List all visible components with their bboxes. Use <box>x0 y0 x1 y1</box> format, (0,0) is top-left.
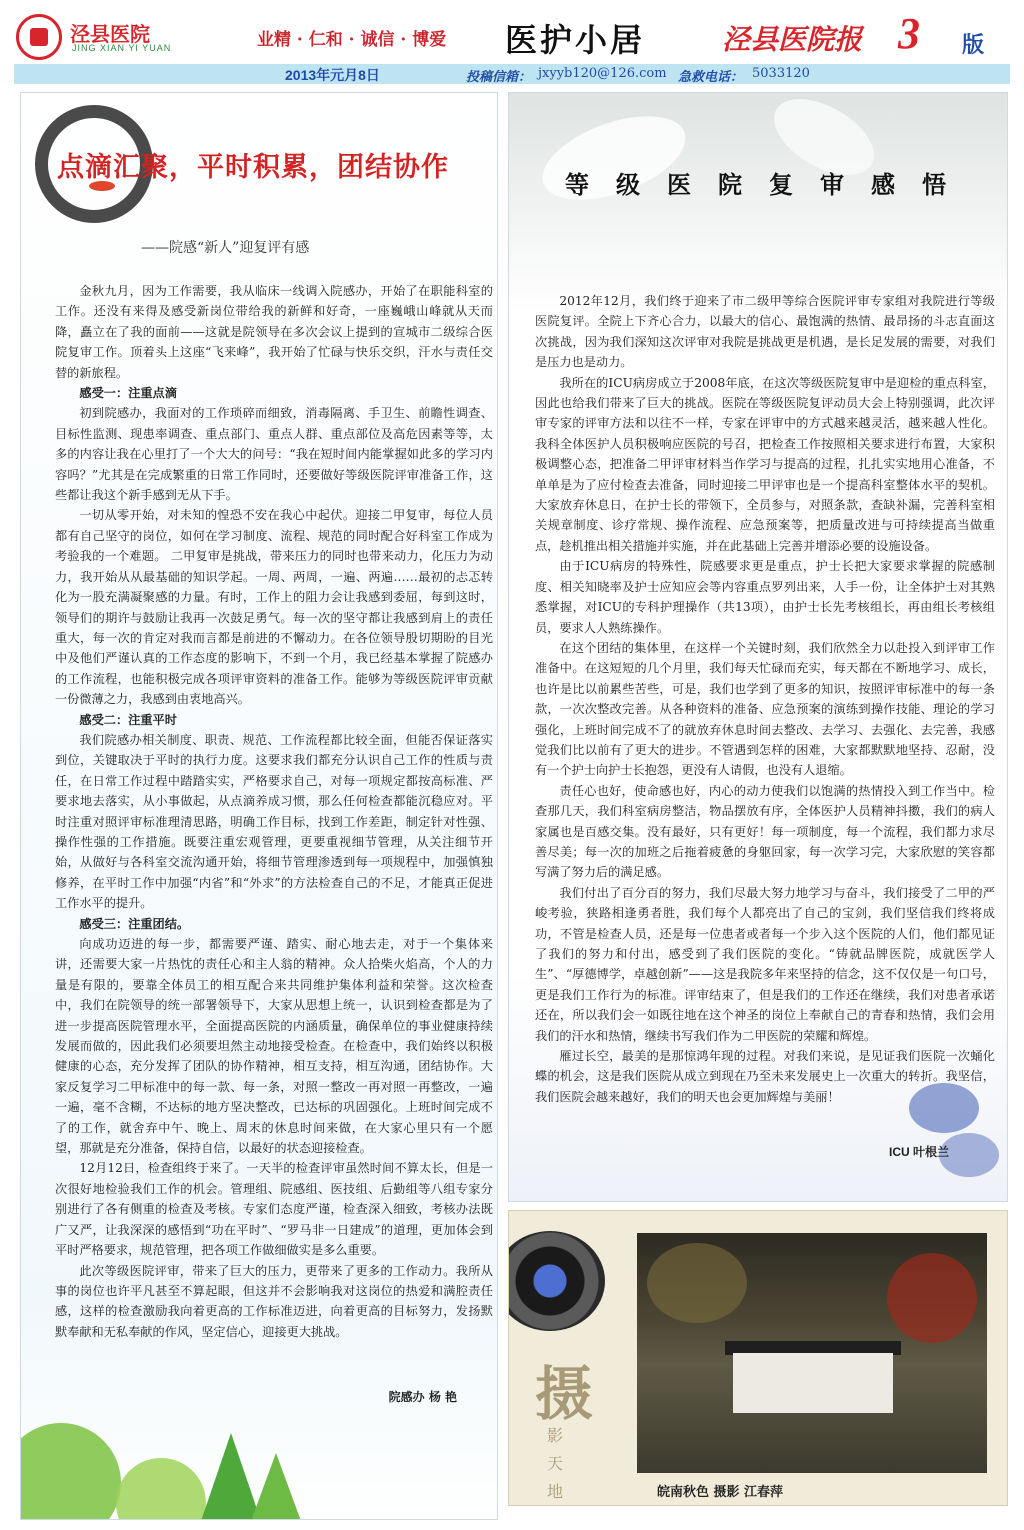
paragraph: 我们院感办相关制度、职责、规范、工作流程都比较全面，但能否保证落实到位，关键取决于平时的执行力度。这要求我们都充分认识自己工作的性质与责任，在日常工作过程中踏踏实实，严格要求自己，对每一项规定都按高标准、严要求地去落实，从小事做起，从点滴养成习惯，那么任何检查都能沉稳应对。平时注重对照评审标准理清思路，明确工作目标，找到工作差距，制定针对性强、操作性强的工作措施。既要注重宏观管理，更要重视细节管理，从关注细节开始，从做好与各科室交流沟通开始，将细节管理渗透到每一项规程中，加强慎独修养，在平时工作中加强“内省”和“外求”的方法检查自己的不足，才能真正促进工作水平的提升。 <box>55 732 493 911</box>
photography-section <box>508 1210 1008 1506</box>
paragraph: 雁过长空，最美的是那惊鸿年现的过程。对我们来说，是见证我们医院一次蛹化蝶的机会，这是我们医院从成立到现在乃至未来发展史上一次重大的转折。我坚信，我们医院会越来越好，我们的明天也会更加辉煌与美丽！ <box>535 1049 995 1104</box>
hospital-logo-icon <box>16 14 62 60</box>
paragraph: 我所在的ICU病房成立于2008年底，在这次等级医院复审中是迎检的重点科室，因此也给我们带来了巨大的挑战。医院在等级医院复评动员大会上特别强调，此次评审专家的评审方法和以往不一样，专家在评审中的方式越来越灵活，越来越人性化。我科全体医护人员积极响应医院的号召，把检查工作按照相关要求进行布置，大家积极调整心态，把准备二甲评审材料当作学习与提高的过程，扎扎实实地用心准备，不单单是为了应付检查去准备，同时迎接二甲评审也是一个提高科室整体水平的契机。大家放弃休息日，在护士长的带领下，全员参与，对照条款，查缺补漏，完善科室相关规章制度、诊疗常规、操作流程、应急预案等，把质量改进与可持续提高当做重点，趁机推出相关措施并实施，并在此基础上完善并增添必要的设施设备。 <box>535 375 995 553</box>
paragraph: 此次等级医院评审，带来了巨大的压力，更带来了更多的工作动力。我所从事的岗位也许平凡甚至不算起眼，但这并不会影响我对这岗位的热爱和满腔责任感，这样的检查激励我向着更高的工作标准迈进，向着更高的目标努力，发扬默默奉献和无私奉献的作风，坚定信心，迎接更大挑战。 <box>55 1263 493 1339</box>
right-article-author: ICU 叶根兰 <box>889 1145 950 1159</box>
photo-caption: 皖南秋色 摄影 江春萍 <box>657 1485 784 1500</box>
paragraph: 初到院感办，我面对的工作琐碎而细致，消毒隔离、手卫生、前瞻性调查、目标性监测、现患率调查、重点部门、重点人群、重点部位及高危因素等等，太多的内容让我在心里打了一个大大的问号：“我在短时间内能掌握如此多的学习内容吗？”尤其是在完成繁重的日常工作同时，还要做好等级医院评审准备工作，这些都让我这个新手感到无从下手。 <box>55 406 493 503</box>
section-label: 地 <box>547 1482 564 1501</box>
left-article <box>20 92 498 1520</box>
right-article <box>508 92 1008 1202</box>
house-shape <box>733 1353 893 1413</box>
autumn-landscape-photo <box>637 1233 987 1473</box>
paragraph: 由于ICU病房的特殊性，院感要求更是重点，护士长把大家要求掌握的院感制度、相关知晓率及护士应知应会等内容重点罗列出来，人手一份，让全体护士对其熟悉掌握，对ICU的专科护理操作（共13项），由护士长先考核组长，再由组长考核组员，要求人人熟练操作。 <box>535 559 995 635</box>
camera-icon <box>508 1231 605 1331</box>
red-leaves-shape <box>887 1253 977 1343</box>
page-number: 3 <box>898 9 920 58</box>
section-heading: 感受三：注重团结。 <box>79 916 190 931</box>
paragraph: 12月12日，检查组终于来了。一天半的检查评审虽然时间不算太长，但是一次很好地检验我们工作的机会。管理组、院感组、医技组、后勤组等八组专家分别进行了各有侧重的检查及考核。专家们态度严谨，检查深入细致，考核办法既广又严，让我深深的感悟到“功在平时”、“罗马非一日建成”的道理，更加体会到平时严格要求，规范管理，把各项工作做细做实是多么重要。 <box>55 1161 493 1258</box>
trees-decoration-icon <box>21 1393 321 1520</box>
left-article-subtitle: ——院感“新人”迎复评有感 <box>141 240 310 256</box>
section-label: 摄 <box>535 1360 594 1428</box>
section-heading: 感受二：注重平时 <box>79 712 177 727</box>
section-label: 天 <box>547 1454 564 1473</box>
hospital-motto: 业精 · 仁和 · 诚信 · 博爱 <box>257 30 447 50</box>
phone-label: 急救电话： <box>678 70 744 85</box>
paragraph: 责任心也好，使命感也好，内心的动力使我们以饱满的热情投入到工作当中。检查那几天，我们科室病房整洁，物品摆放有序，全体医护人员精神抖擞，我们的病人家属也是百感交集。没有最好，只有更好！每一项制度，每一个流程，我们都力求尽善尽美；每一次的加班之后拖着疲惫的身躯回家，每一次学习完，大家欣慰的笑容都写满了努力后的满足感。 <box>535 783 995 880</box>
email-label: 投稿信箱： <box>466 70 532 85</box>
right-article-body <box>535 291 995 1107</box>
email-address[interactable]: jxyyb120@126.com <box>538 66 667 81</box>
left-article-author: 院感办 杨 艳 <box>388 1390 457 1404</box>
left-article-body <box>55 281 493 1342</box>
phone-number: 5033120 <box>752 66 810 81</box>
section-label: 影 <box>547 1426 564 1445</box>
paragraph: 一切从零开始，对未知的惶恐不安在我心中起伏。迎接二甲复审，每位人员都有自己坚守的岗位，如何在学习制度、流程、规范的同时配合好科室工作成为考验我的一个难题。 二甲复审是挑战，带来压力的同时也带来动力，化压力为动力，我开始从从最基础的知识学起。一周、两周，一遍、两遍……最初的忐忑转化为一股充满凝聚感的力量。有时，工作上的阻力会让我感到委屈，每到这时，领导们的期许与鼓励让我再一次鼓足勇气。每一次的坚守都让我感到肩上的责任重大，每一次的肯定对我而言都是前进的不懈动力。在各位领导殷切期盼的目光中及他们严谨认真的工作态度的影响下，不到一个月，我已经基本掌握了院感办的工作流程，也能积极完成各项评审资料的准备工作。能够为等级医院评审贡献一份微薄之力，我感到由衷地高兴。 <box>55 508 493 707</box>
paragraph: 在这个团结的集体里，在这样一个关键时刻，我们欣然全力以赴投入到评审工作准备中。在这短短的几个月里，我们每天忙碌而充实，每天都在不断地学习、成长，也许是比以前累些苦些，可是，我们也学到了更多的知识，按照评审标准中的每一条款，一次次整改完善。从各种资料的准备、应急预案的演练到操作技能、理论的学习强化，上班时间完成不了的就放弃休息时间去整改、去学习、去强化、去完善，我感觉我们比以前有了更大的进步。不管遇到怎样的困难，大家都默默地坚持、忍耐，没有一个护士向护士长抱怨，更没有人请假，也没有人退缩。 <box>535 640 995 778</box>
autumn-tree-shape <box>647 1243 747 1323</box>
page-suffix: 版 <box>962 32 985 57</box>
newspaper-name: 泾县医院报 <box>722 23 863 56</box>
column-title: 医护小居 <box>505 21 646 59</box>
right-article-title: 等级医院复审感悟 <box>565 170 973 199</box>
left-article-title: 点滴汇聚，平时积累，团结协作 <box>57 152 449 182</box>
masthead <box>0 0 1024 88</box>
section-heading: 感受一：注重点滴 <box>79 386 177 401</box>
paragraph: 向成功迈进的每一步，都需要严谨、踏实、耐心地去走，对于一个集体来讲，还需要大家一片热忱的责任心和主人翁的精神。众人拾柴火焰高，个人的力量是有限的，要靠全体员工的相互配合来共同维护集体利益和荣誉。这次检查中，我们在院领导的统一部署领导下，大家从思想上统一，认识到检查都是为了进一步提高医院管理水平，全面提高医院的内涵质量，确保单位的事业健康持续发展而做的，因此我们必须要坦然主动地接受检查。在检查中，我们始终以积极健康的心态，充分发挥了团队的协作精神，相互支持，相互沟通，团结协作。大家反复学习二甲标准中的每一款、每一条，对照一整改一再对照一再整改，一遍一遍，毫不含糊，不达标的地方坚决整改，已达标的巩固强化。上班时间完成不了的工作，就舍弃中午、晚上、周末的休息时间来做，在大家心里只有一个愿望，那就是充分准备，保持自信，以最好的状态迎接检查。 <box>55 937 493 1156</box>
paragraph: 我们付出了百分百的努力，我们尽最大努力地学习与奋斗，我们接受了二甲的严峻考验，狭路相逢勇者胜，我们每个人都亮出了自己的宝剑，我们坚信我们终将成功，不管是检查人员，还是每一位患者或者每一个步入这个医院的人们，他们都见证了我们的努力和付出，感受到了我们医院的变化。“铸就品牌医院，成就医学人生”、“厚德博学，卓越创新”——这是我院多年来坚持的信念，这不仅仅是一句口号，更是我们工作行为的标准。评审结束了，但是我们的工作还在继续，我们对患者承诺还在，所以我们会一如既往地在这个神圣的岗位上奉献自己的青春和热情，我们会用我们的汗水和热情，继续书写我们作为二甲医院的荣耀和辉煌。 <box>535 885 995 1043</box>
paragraph: 金秋九月，因为工作需要，我从临床一线调入院感办，开始了在职能科室的工作。还没有来得及感受新岗位带给我的新鲜和好奇，一座巍峨山峰就从天而降，矗立在了我的面前——这就是院领导在多次会议上提到的宣城市二级综合医院复审工作。顶着头上这座“飞来峰”，我开始了忙碌与快乐交织，汗水与责任交替的新旅程。 <box>55 284 493 380</box>
hospital-name: 泾县医院 <box>70 24 150 46</box>
blue-flower-icon <box>909 1083 979 1133</box>
paragraph: 2012年12月，我们终于迎来了市二级甲等综合医院评审专家组对我院进行等级医院复评。全院上下齐心合力，以最大的信心、最饱满的热情、最昂扬的斗志直面这次挑战，因为我们深知这次评审对我院是挑战更是机遇，是长足发展的需要，对我们是压力也是动力。 <box>535 294 995 370</box>
issue-date: 2013年元月8日 <box>285 67 380 83</box>
hospital-pinyin: JING XIAN YI YUAN <box>72 43 172 53</box>
